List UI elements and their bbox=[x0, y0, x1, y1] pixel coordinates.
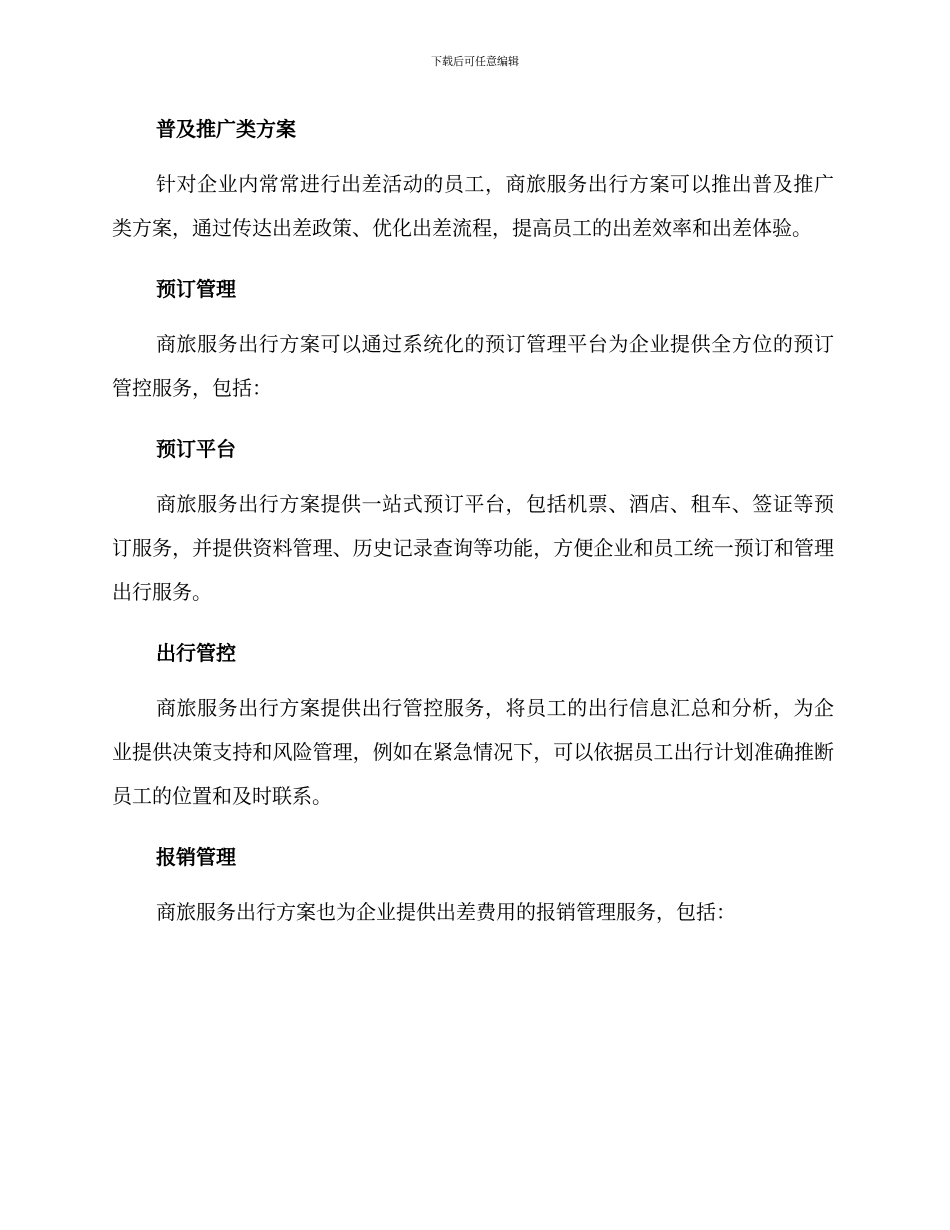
page-header: 下载后可任意编辑 bbox=[431, 55, 519, 68]
section-paragraph-promotion: 针对企业内常常进行出差活动的员工，商旅服务出行方案可以推出普及推广类方案，通过传达出差政策、优化出差流程，提高员工的出差效率和出差体验。 bbox=[112, 172, 834, 240]
section-paragraph-reimbursement: 商旅服务出行方案也为企业提供出差费用的报销管理服务，包括： bbox=[156, 900, 736, 924]
document-body bbox=[112, 106, 834, 950]
section-heading-booking-management: 预订管理 bbox=[156, 277, 236, 301]
section-heading-travel-control: 出行管控 bbox=[156, 641, 236, 665]
section-paragraph-booking-management: 商旅服务出行方案可以通过系统化的预订管理平台为企业提供全方位的预订管控服务，包括： bbox=[112, 332, 834, 400]
section-heading-reimbursement: 报销管理 bbox=[156, 845, 236, 869]
section-paragraph-travel-control: 商旅服务出行方案提供出行管控服务，将员工的出行信息汇总和分析，为企业提供决策支持和风险管理，例如在紧急情况下，可以依据员工出行计划准确推断员工的位置和及时联系。 bbox=[112, 696, 834, 808]
section-paragraph-booking-platform: 商旅服务出行方案提供一站式预订平台，包括机票、酒店、租车、签证等预订服务，并提供资料管理、历史记录查询等功能，方便企业和员工统一预订和管理出行服务。 bbox=[112, 492, 834, 604]
section-heading-booking-platform: 预订平台 bbox=[156, 437, 236, 461]
section-heading-promotion: 普及推广类方案 bbox=[156, 117, 296, 141]
